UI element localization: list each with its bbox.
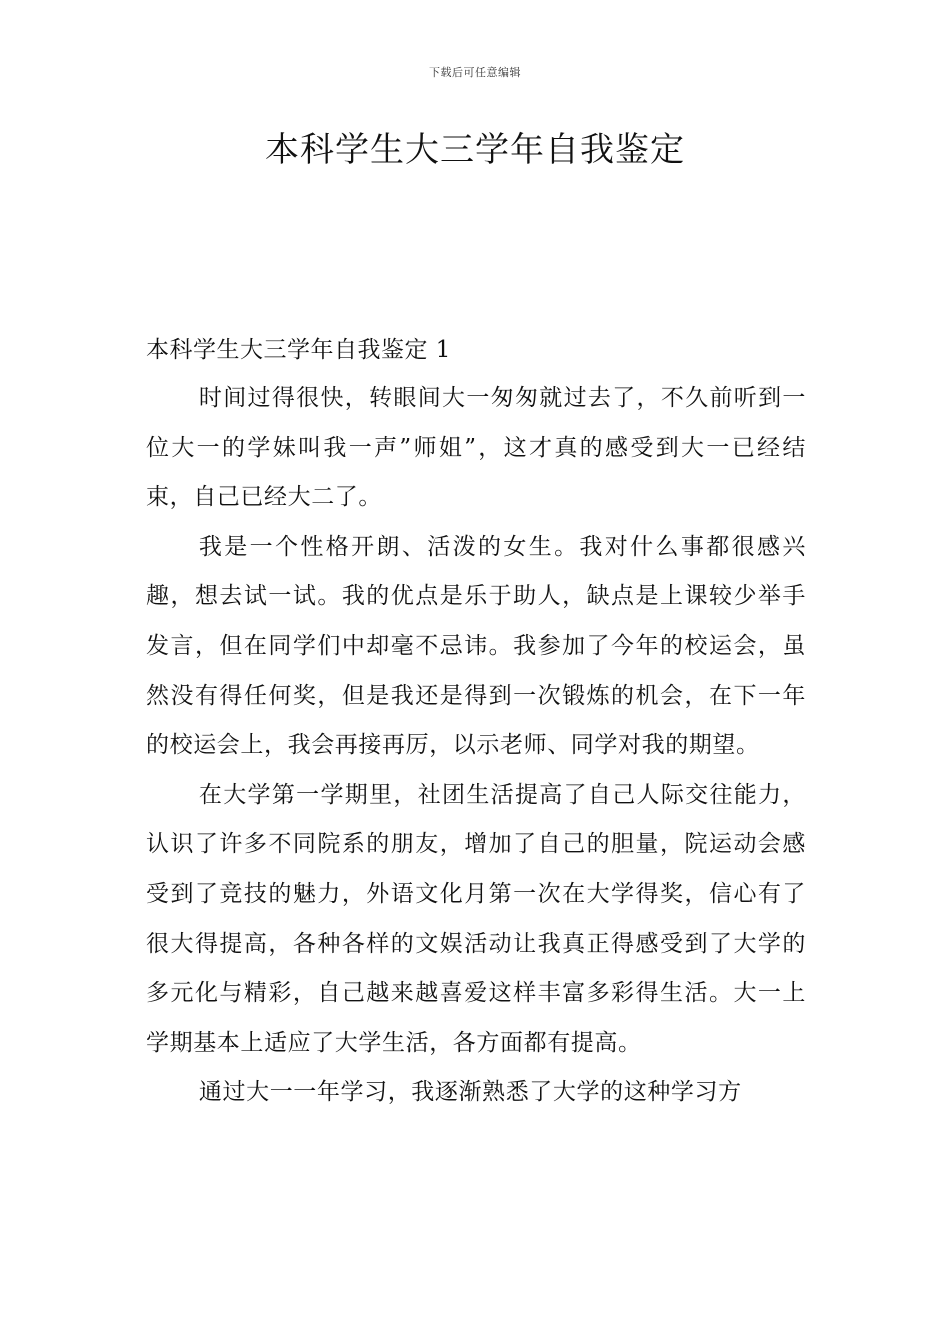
paragraph-3: 在大学第一学期里，社团生活提高了自己人际交往能力，认识了许多不同院系的朋友，增加了自己的胆量，院运动会感受到了竞技的魅力，外语文化月第一次在大学得奖，信心有了很大得提高，各种各样的文娱活动让我真正得感受到了大学的多元化与精彩，自己越来越喜爱这样丰富多彩得生活。大一上学期基本上适应了大学生活，各方面都有提高。 xyxy=(146,781,806,1056)
paragraph-1: 时间过得很快，转眼间大一匆匆就过去了，不久前听到一位大一的学妹叫我一声”师姐”，这才真的感受到大一已经结束，自己已经大二了。 xyxy=(146,385,806,511)
paragraph-4: 通过大一一年学习，我逐渐熟悉了大学的这种学习方 xyxy=(198,1079,742,1106)
section-heading: 本科学生大三学年自我鉴定 1 xyxy=(146,337,451,363)
header-note: 下载后可任意编辑 xyxy=(429,66,521,79)
document-body xyxy=(146,326,806,1118)
document-title: 本科学生大三学年自我鉴定 xyxy=(265,130,685,170)
paragraph-2: 我是一个性格开朗、活泼的女生。我对什么事都很感兴趣，想去试一试。我的优点是乐于助人，缺点是上课较少举手发言，但在同学们中却毫不忌讳。我参加了今年的校运会，虽然没有得任何奖，但是我还是得到一次锻炼的机会，在下一年的校运会上，我会再接再厉，以示老师、同学对我的期望。 xyxy=(146,533,806,759)
